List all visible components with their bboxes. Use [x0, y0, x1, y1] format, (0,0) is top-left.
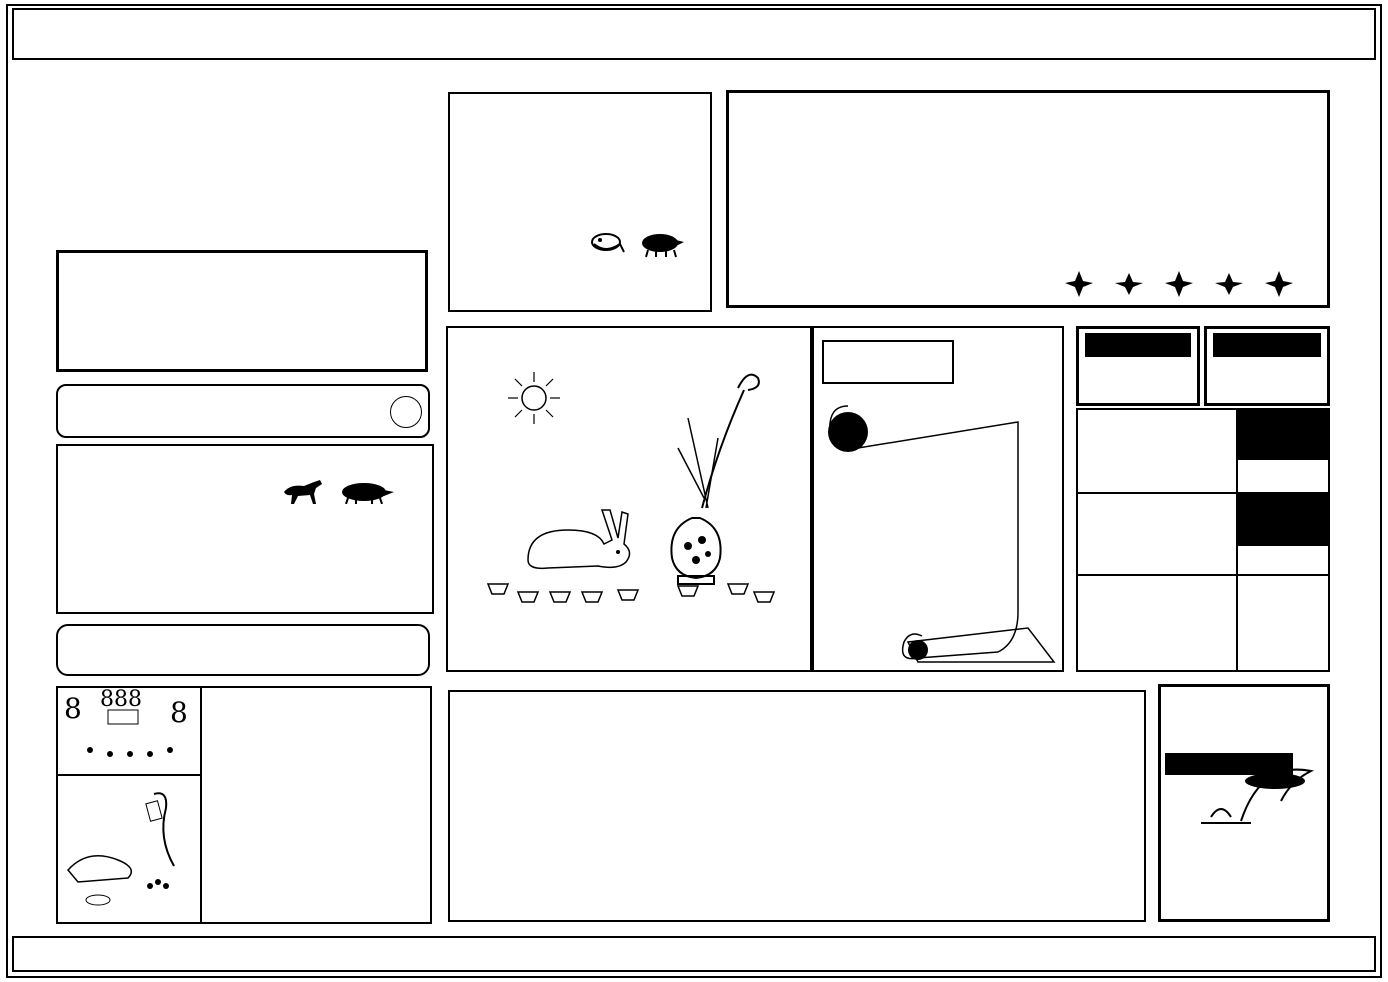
- stat-divider: [1236, 410, 1238, 670]
- last-result-panel: [56, 384, 430, 438]
- rat-icon: [586, 230, 626, 256]
- top-border-strip: [18, 64, 1348, 86]
- left-border-strip: [20, 90, 42, 928]
- sister-panel: [56, 624, 430, 676]
- stat-1-label: [1236, 410, 1328, 460]
- picture-panel: [446, 326, 812, 672]
- big-title-panel: [726, 90, 1330, 308]
- open-box-2: [1204, 326, 1330, 406]
- svg-text:8: 8: [170, 696, 188, 729]
- stats-panel: [1076, 408, 1330, 672]
- special-number: [390, 396, 422, 428]
- hot-cold-panel: [52, 96, 430, 240]
- rabbit-icon: [518, 500, 638, 580]
- open-box-1-label: [1085, 333, 1191, 357]
- thumb-divider-v: [200, 688, 202, 922]
- this-special-panel: [448, 92, 712, 312]
- open-box-2-label: [1213, 333, 1321, 357]
- ingots-icon: [478, 574, 788, 604]
- lucky-panel: [56, 444, 434, 614]
- treasure-panel: [812, 326, 1064, 672]
- header-bar: [12, 8, 1376, 60]
- cat-drawing: [58, 778, 200, 922]
- results-grid-right: [650, 694, 1144, 920]
- stat-row-1: [1078, 410, 1328, 494]
- results-grid-panel: [448, 690, 1146, 922]
- svg-text:8: 8: [64, 692, 82, 725]
- stat-row-2: [1078, 494, 1328, 576]
- thumb-divider-h: [58, 774, 202, 776]
- footer-bar: [12, 936, 1376, 972]
- flower-decoration: [1059, 265, 1299, 301]
- treasure-title: [822, 340, 954, 384]
- horse-icon: [280, 478, 328, 506]
- boar-icon: [334, 480, 396, 504]
- plant-drawing: [1201, 751, 1327, 831]
- sun-icon: [504, 368, 564, 428]
- boar-icon-2: [634, 228, 686, 258]
- vase-icon: [648, 368, 788, 588]
- strategy-panel: [1158, 684, 1330, 922]
- treasure-note-panel: [56, 686, 432, 924]
- stat-2-label: [1236, 494, 1328, 546]
- computer-analysis-panel: [56, 250, 428, 372]
- previous-treasure-thumb: [60, 688, 200, 774]
- svg-text:888: 888: [100, 688, 142, 712]
- right-border-strip: [1348, 86, 1370, 926]
- scroll-drawing: [818, 392, 1058, 672]
- open-box-1: [1076, 326, 1200, 406]
